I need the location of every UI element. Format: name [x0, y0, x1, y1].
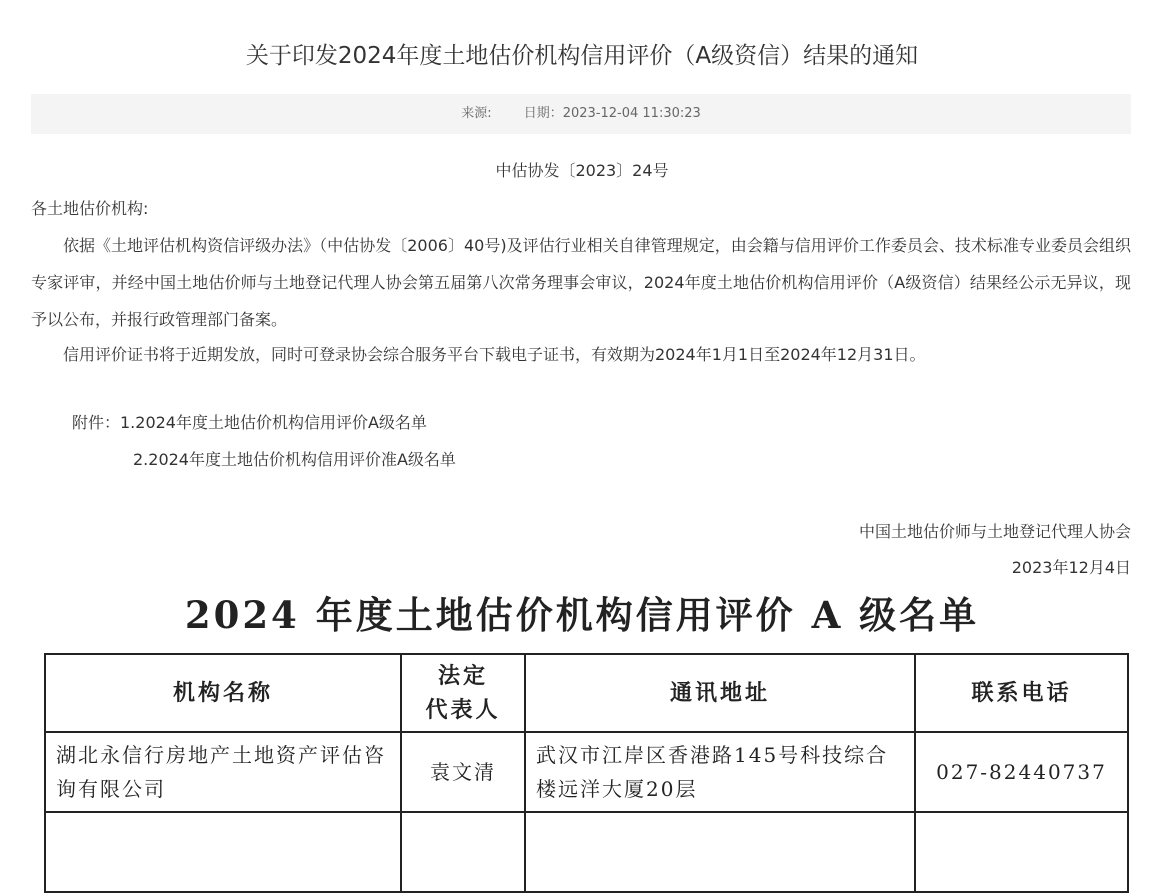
- header-phone: 联系电话: [915, 654, 1128, 732]
- header-rep-line2: 代表人: [425, 697, 501, 723]
- cell-rep: 袁文清: [401, 732, 525, 812]
- salutation: 各土地估价机构:: [31, 199, 149, 218]
- cell-phone: 027-82440737: [915, 732, 1128, 812]
- signature-date: 2023年12月4日: [1011, 558, 1131, 577]
- header-rep-line1: 法定: [437, 663, 488, 689]
- header-rep: [401, 654, 525, 732]
- publish-date: 日期：2023-12-04 11:30:23: [523, 106, 701, 121]
- table-header-row: [45, 654, 1128, 732]
- cell-address: 武汉市江岸区香港路145号科技综合楼远洋大厦20层: [525, 732, 915, 812]
- header-name: 机构名称: [45, 654, 401, 732]
- a-level-list-table: [44, 653, 1129, 893]
- table-row: [45, 732, 1128, 812]
- source-label: 来源:: [461, 106, 492, 121]
- body-paragraph-1: 依据《土地评估机构资信评级办法》（中估协发〔2006〕40号)及评估行业相关自律管理规定，由会籍与信用评价工作委员会、技术标准专业委员会组织专家评审，并经中国土地估价师与土地登记代理人协会第五届第八次常务理事会审议，2024年度土地估价机构信用评价（A级资信）结果经公示无异议，现予以公布，并报行政管理部门备案。: [31, 236, 1131, 329]
- document-number: 中估协发〔2023〕24号: [495, 161, 669, 180]
- signature-organization: 中国土地估价师与土地登记代理人协会: [858, 522, 1131, 541]
- attachment-link-1[interactable]: 附件：1.2024年度土地估价机构信用评价A级名单: [72, 413, 427, 432]
- article-meta-bar: [31, 94, 1131, 134]
- article-title: 关于印发2024年度土地估价机构信用评价（A级资信）结果的通知: [245, 43, 919, 69]
- table-row-partial: [45, 812, 1128, 892]
- cell-name: 湖北永信行房地产土地资产评估咨询有限公司: [45, 732, 401, 812]
- attachment-link-2[interactable]: 2.2024年度土地估价机构信用评价准A级名单: [133, 450, 456, 469]
- header-address: 通讯地址: [525, 654, 915, 732]
- list-image-title: 2024 年度土地估价机构信用评价 A 级名单: [184, 593, 980, 637]
- body-paragraph-2: 信用评价证书将于近期发放，同时可登录协会综合服务平台下载电子证书，有效期为2024年1月1日至2024年12月31日。: [63, 345, 926, 364]
